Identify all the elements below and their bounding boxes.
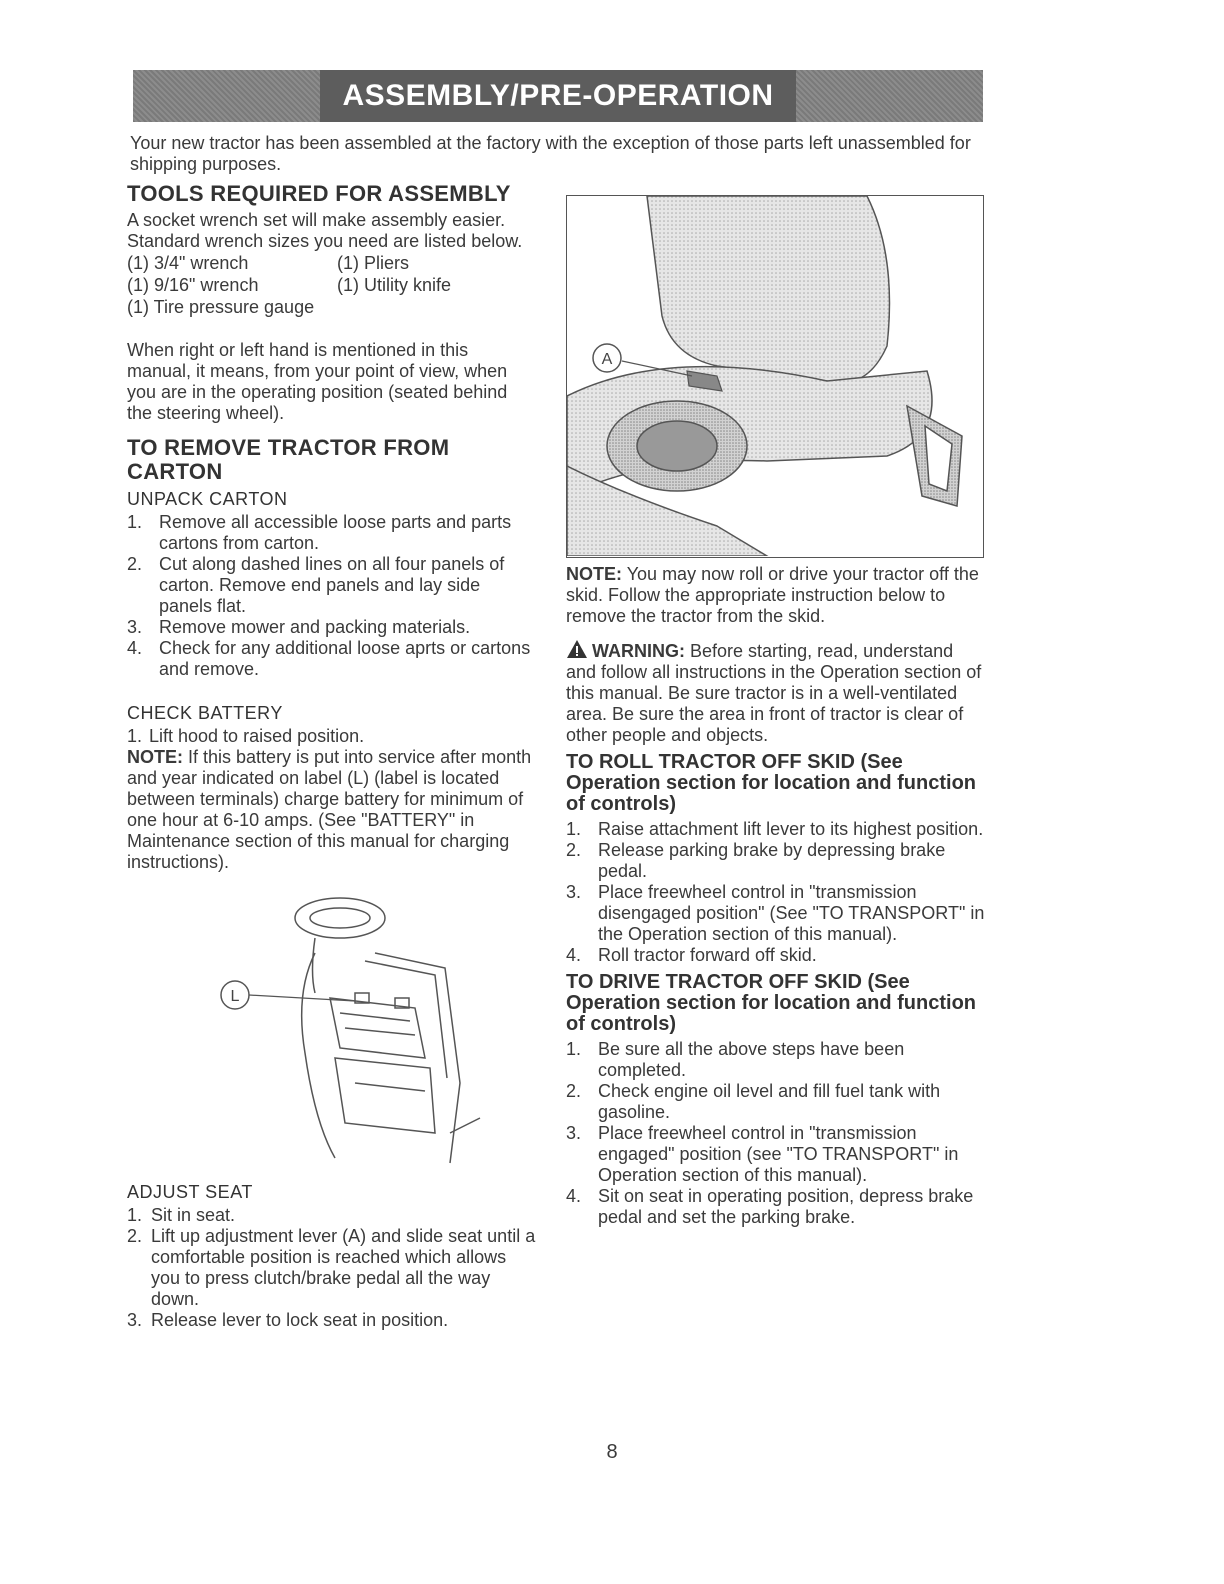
seat-steps (127, 1205, 537, 1331)
list-item: 3. Release lever to lock seat in position. (127, 1310, 449, 1330)
warning-label: WARNING: (592, 641, 685, 661)
warning-text: WARNING: Before starting, read, understand and follow all instructions in the Operation section of this manual. Be sure tractor is in a well-ventilated area. Be sure the area in front of tractor is clear of other people and objects. (566, 641, 982, 745)
right-column (566, 195, 986, 1228)
seat-drawing (567, 196, 982, 556)
warning-icon (566, 639, 588, 659)
battery-heading: CHECK BATTERY (127, 703, 283, 723)
tools-heading: TOOLS REQUIRED FOR ASSEMBLY (127, 181, 511, 206)
banner-inner (320, 70, 795, 122)
tool-item: (1) 3/4" wrench (127, 253, 249, 273)
drive-steps (566, 1039, 986, 1228)
list-item: 3. Place freewheel control in "transmission disengaged position" (See "TO TRANSPORT" in the Operation section of this manual). (566, 882, 985, 944)
battery-drawing (215, 883, 485, 1173)
unpack-steps (127, 512, 537, 680)
list-item: 4. Check for any additional loose aprts or cartons and remove. (127, 638, 531, 679)
roll-heading: TO ROLL TRACTOR OFF SKID (See Operation section for location and function of controls) (566, 751, 977, 815)
list-item: 2. Cut along dashed lines on all four panels of carton. Remove end panels and lay side panels flat. (127, 554, 505, 616)
tools-list (127, 252, 537, 318)
battery-steps (127, 726, 537, 747)
list-item: 3. Remove mower and packing materials. (127, 617, 471, 637)
note-label: NOTE: (127, 747, 183, 767)
skid-note: NOTE: You may now roll or drive your tractor off the skid. Follow the appropriate instruction below to remove the tractor from the skid. (566, 564, 979, 626)
tool-item: (1) Pliers (337, 253, 410, 273)
list-item: 4. Roll tractor forward off skid. (566, 945, 817, 965)
section-banner (133, 70, 983, 122)
callout-a: A (601, 351, 613, 368)
tool-item: (1) Tire pressure gauge (127, 297, 315, 317)
page-number: 8 (606, 1441, 618, 1463)
list-item: 1. Sit in seat. (127, 1205, 236, 1225)
tool-item: (1) Utility knife (337, 275, 452, 295)
callout-l: L (230, 988, 240, 1005)
seat-illustration (566, 195, 984, 558)
list-item: 1. Raise attachment lift lever to its highest position. (566, 819, 984, 839)
list-item: 1. Lift hood to raised position. (127, 726, 365, 746)
intro-text: Your new tractor has been assembled at the factory with the exception of those parts left unassembled for shipping purposes. (130, 133, 971, 174)
battery-illustration (215, 883, 485, 1173)
list-item: 1. Be sure all the above steps have been completed. (566, 1039, 905, 1080)
remove-heading: TO REMOVE TRACTOR FROM CARTON (127, 435, 450, 484)
list-item: 3. Place freewheel control in "transmission engaged" position (see "TO TRANSPORT" in Operation section of this manual). (566, 1123, 959, 1185)
tool-item: (1) 9/16" wrench (127, 275, 259, 295)
battery-note: NOTE: If this battery is put into service after month and year indicated on label (L) (label is located between terminals) charge battery for minimum of one hour at 6-10 amps. (See "BATTERY" in Maintenance section of this manual for charging instructions). (127, 747, 532, 872)
page-title: ASSEMBLY/PRE-OPERATION (342, 79, 774, 112)
seat-heading: ADJUST SEAT (127, 1182, 253, 1202)
list-item: 4. Sit on seat in operating position, depress brake pedal and set the parking brake. (566, 1186, 974, 1227)
left-column (127, 182, 537, 1331)
drive-heading: TO DRIVE TRACTOR OFF SKID (See Operation section for location and function of controls) (566, 971, 977, 1035)
note-label: NOTE: (566, 564, 622, 584)
tools-text: A socket wrench set will make assembly easier. Standard wrench sizes you need are listed below. (127, 210, 523, 251)
list-item: 2. Lift up adjustment lever (A) and slide seat until a comfortable position is reached which allows you to press clutch/brake pedal all the way down. (127, 1226, 536, 1309)
list-item: 2. Check engine oil level and fill fuel tank with gasoline. (566, 1081, 941, 1122)
roll-steps (566, 819, 986, 966)
hand-text: When right or left hand is mentioned in this manual, it means, from your point of view, when you are in the operating position (seated behind the steering wheel). (127, 340, 508, 423)
list-item: 2. Release parking brake by depressing brake pedal. (566, 840, 946, 881)
unpack-heading: UNPACK CARTON (127, 489, 288, 509)
list-item: 1. Remove all accessible loose parts and parts cartons from carton. (127, 512, 512, 553)
